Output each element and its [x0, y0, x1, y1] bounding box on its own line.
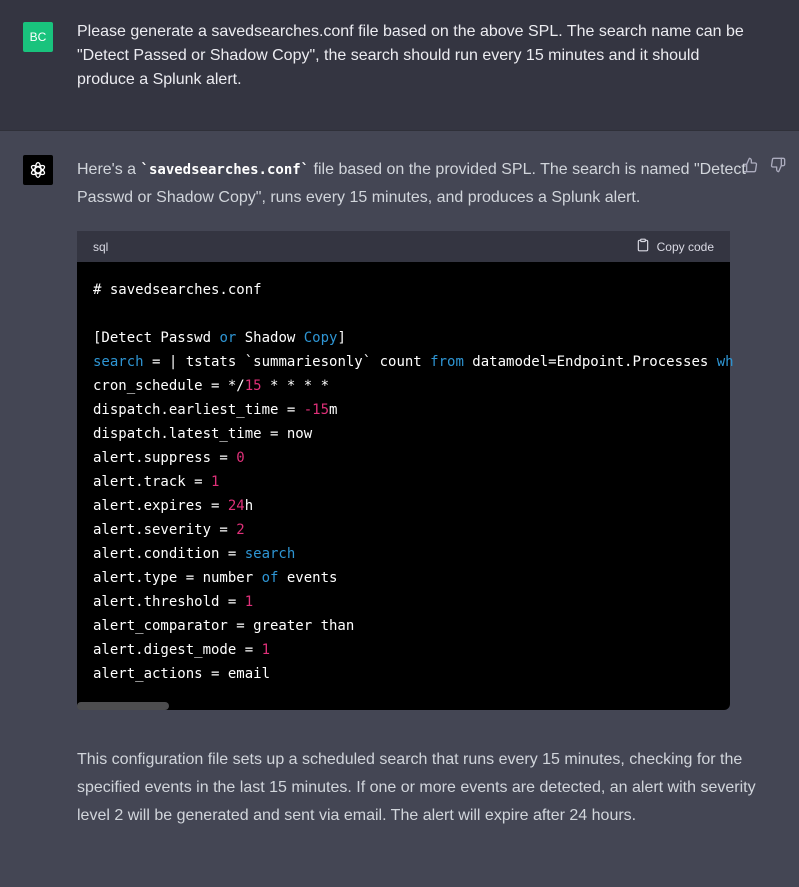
clipboard-icon — [636, 238, 650, 255]
code-token: events — [278, 570, 338, 586]
code-token: -15 — [303, 402, 330, 418]
code-line — [93, 398, 714, 422]
code-token: alert.type = number — [93, 570, 262, 586]
code-token: 1 — [211, 474, 220, 490]
code-token: wh — [716, 354, 734, 370]
code-token: search — [93, 354, 144, 370]
code-token: ] — [337, 330, 346, 346]
code-token: 15 — [244, 378, 262, 394]
code-line — [93, 494, 714, 518]
code-token: 0 — [236, 450, 245, 466]
code-token: [Detect Passwd — [93, 330, 220, 346]
code-token: alert_comparator = greater than — [93, 618, 355, 634]
code-token: alert.severity = — [93, 522, 237, 538]
code-token: search — [244, 546, 296, 562]
code-line — [93, 566, 714, 590]
code-line — [93, 638, 714, 662]
assistant-intro-text — [77, 156, 757, 212]
assistant-outro-text: This configuration file sets up a scheduled search that runs every 15 minutes, checking for the specified events in the last 15 minutes. If one or more events are detected, an alert with severity level 2 will be generated and sent via email. The alert will expire after 24 hours. — [77, 751, 756, 824]
code-token: h — [244, 498, 254, 514]
code-line — [93, 302, 714, 326]
code-token: alert.condition = — [93, 546, 245, 562]
code-token: 1 — [261, 642, 271, 658]
code-token: cron_schedule = */ — [93, 378, 245, 394]
code-line — [93, 542, 714, 566]
user-message-row — [0, 0, 799, 131]
horizontal-scrollbar[interactable] — [77, 702, 169, 710]
code-token: 1 — [244, 594, 254, 610]
code-token: alert.digest_mode = — [93, 642, 262, 658]
code-line — [93, 446, 714, 470]
code-block-header — [77, 231, 730, 262]
code-token: from — [430, 354, 464, 370]
code-block — [77, 231, 734, 710]
code-token: alert.expires = — [93, 498, 228, 514]
code-line — [93, 662, 714, 686]
openai-logo-icon — [23, 155, 53, 185]
code-token: dispatch.latest_time = now — [93, 426, 313, 442]
code-language-label: sql — [93, 239, 109, 254]
code-token: 2 — [236, 522, 245, 538]
code-content — [77, 262, 734, 686]
code-line — [93, 470, 714, 494]
thumbs-down-icon[interactable] — [770, 157, 786, 178]
copy-code-button[interactable] — [636, 238, 714, 255]
intro-prefix: Here's a — [77, 161, 141, 178]
code-line — [93, 590, 714, 614]
code-token: # savedsearches.conf — [93, 282, 262, 298]
code-token: alert.suppress = — [93, 450, 237, 466]
inline-code: `savedsearches.conf` — [140, 162, 310, 178]
code-line — [93, 326, 714, 350]
code-line — [93, 350, 734, 374]
code-token: of — [261, 570, 279, 586]
code-token: = | tstats `summariesonly` count — [143, 354, 431, 370]
user-avatar: BC — [23, 22, 53, 52]
code-token: Shadow — [236, 330, 304, 346]
code-line — [93, 374, 714, 398]
code-line — [93, 278, 714, 302]
code-token: datamodel=Endpoint.Processes — [463, 354, 717, 370]
code-token: * * * * — [261, 378, 330, 394]
code-token: m — [329, 402, 338, 418]
code-token: Copy — [303, 330, 338, 346]
code-token: 24 — [227, 498, 245, 514]
code-line — [93, 518, 714, 542]
copy-code-label: Copy code — [656, 239, 714, 254]
code-line — [93, 422, 714, 446]
code-line — [93, 614, 714, 638]
code-token: alert.threshold = — [93, 594, 245, 610]
user-message-text: Please generate a savedsearches.conf file based on the above SPL. The search name can be "Detect Passed or Shadow Copy", the search should run every 15 minutes and it should produce a Splunk alert. — [77, 23, 744, 88]
code-token: or — [219, 330, 237, 346]
intro-suffix: file based on the provided SPL. The search is named "Detect Passwd or Shadow Copy", runs every 15 minutes, and produces a Splunk alert. — [77, 161, 746, 206]
code-token: dispatch.earliest_time = — [93, 402, 304, 418]
code-token: alert.track = — [93, 474, 212, 490]
code-token: alert_actions = email — [93, 666, 271, 682]
